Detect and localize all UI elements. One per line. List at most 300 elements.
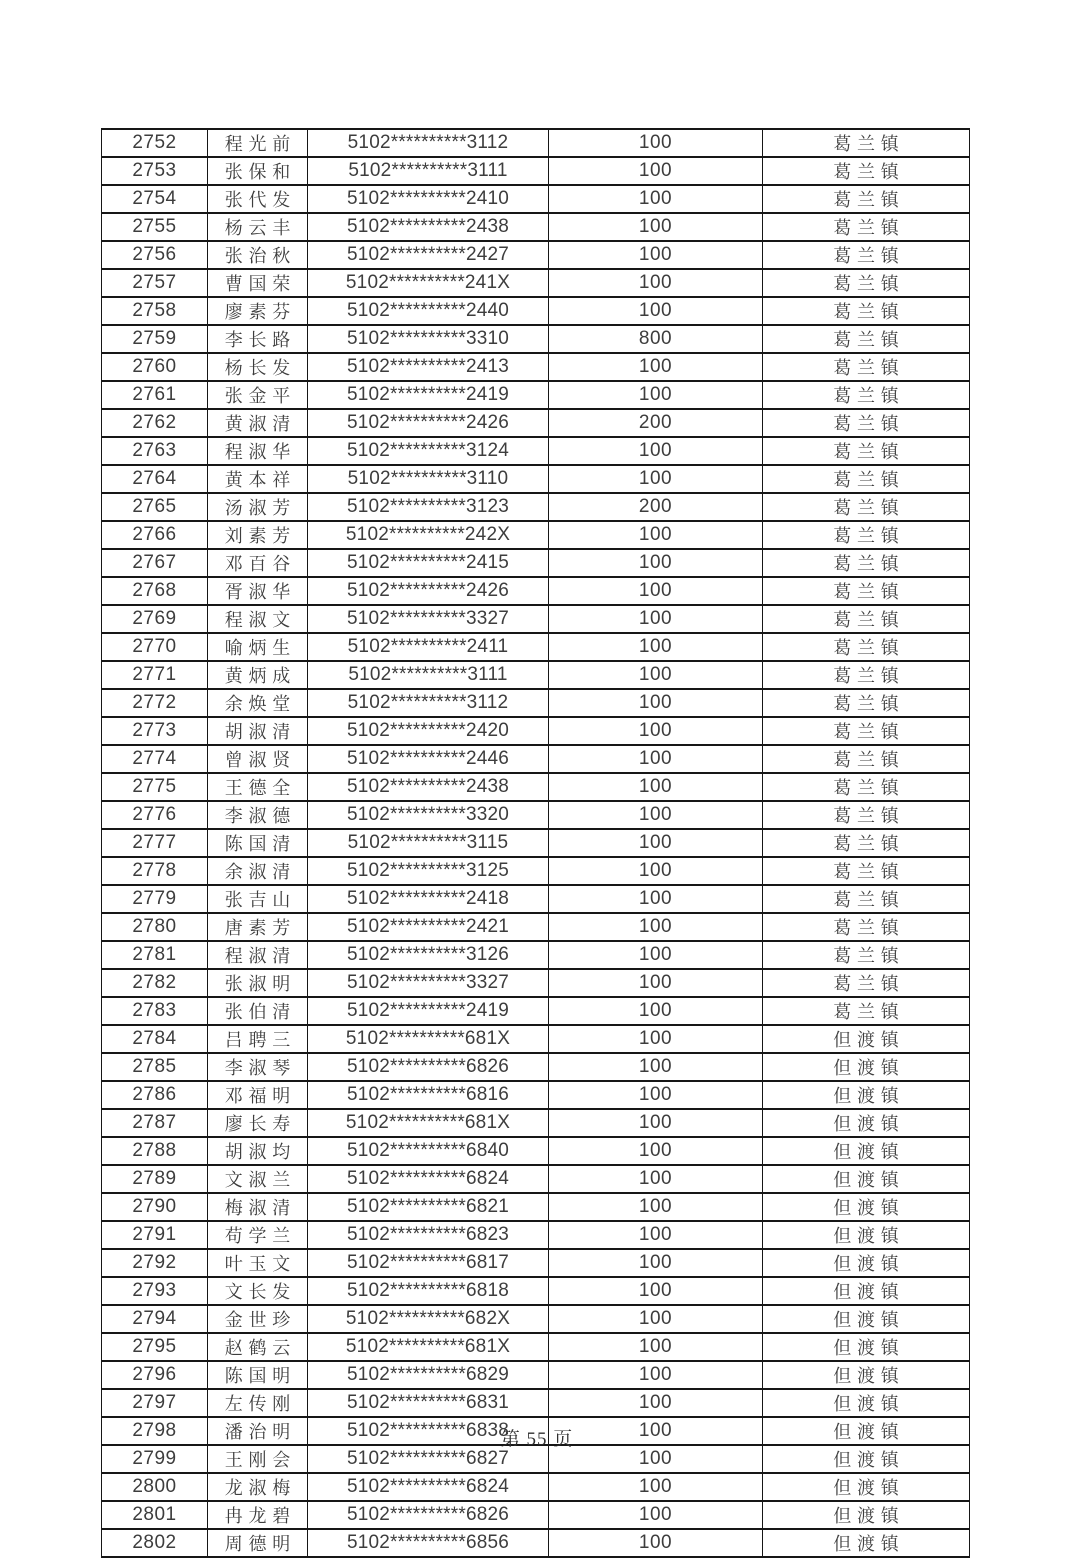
cell-name: 杨云丰 (208, 213, 308, 241)
table-row (102, 1473, 970, 1501)
cell-name: 梅淑清 (208, 1193, 308, 1221)
cell-town: 但渡镇 (763, 1025, 970, 1053)
cell-serial: 2761 (102, 381, 208, 409)
cell-serial: 2771 (102, 661, 208, 689)
cell-id_masked: 5102**********2438 (308, 773, 549, 801)
table-row (102, 661, 970, 689)
cell-amount: 100 (549, 969, 763, 997)
cell-serial: 2765 (102, 493, 208, 521)
cell-amount: 100 (549, 1081, 763, 1109)
cell-id_masked: 5102**********3112 (308, 129, 549, 157)
cell-town: 葛兰镇 (763, 969, 970, 997)
cell-town: 但渡镇 (763, 1417, 970, 1445)
cell-serial: 2787 (102, 1109, 208, 1137)
cell-name: 王德全 (208, 773, 308, 801)
cell-amount: 100 (549, 1417, 763, 1445)
cell-amount: 100 (549, 661, 763, 689)
cell-town: 葛兰镇 (763, 437, 970, 465)
cell-amount: 100 (549, 941, 763, 969)
cell-town: 但渡镇 (763, 1333, 970, 1361)
cell-amount: 100 (549, 1193, 763, 1221)
cell-amount: 100 (549, 1221, 763, 1249)
cell-town: 葛兰镇 (763, 325, 970, 353)
cell-id_masked: 5102**********242X (308, 521, 549, 549)
cell-town: 葛兰镇 (763, 549, 970, 577)
cell-id_masked: 5102**********3310 (308, 325, 549, 353)
cell-town: 葛兰镇 (763, 185, 970, 213)
cell-id_masked: 5102**********6840 (308, 1137, 549, 1165)
cell-amount: 100 (549, 633, 763, 661)
cell-name: 杨长发 (208, 353, 308, 381)
cell-serial: 2790 (102, 1193, 208, 1221)
cell-name: 曹国荣 (208, 269, 308, 297)
table-row (102, 1109, 970, 1137)
table-row (102, 1361, 970, 1389)
cell-id_masked: 5102**********682X (308, 1305, 549, 1333)
cell-name: 张伯清 (208, 997, 308, 1025)
cell-serial: 2778 (102, 857, 208, 885)
cell-town: 但渡镇 (763, 1221, 970, 1249)
cell-town: 葛兰镇 (763, 997, 970, 1025)
cell-id_masked: 5102**********3111 (308, 157, 549, 185)
cell-town: 葛兰镇 (763, 129, 970, 157)
cell-serial: 2763 (102, 437, 208, 465)
cell-amount: 100 (549, 1473, 763, 1501)
table-row (102, 129, 970, 157)
cell-serial: 2775 (102, 773, 208, 801)
cell-town: 但渡镇 (763, 1277, 970, 1305)
cell-town: 葛兰镇 (763, 829, 970, 857)
cell-amount: 100 (549, 437, 763, 465)
cell-serial: 2792 (102, 1249, 208, 1277)
table-row (102, 353, 970, 381)
cell-serial: 2773 (102, 717, 208, 745)
cell-id_masked: 5102**********681X (308, 1109, 549, 1137)
table-row (102, 1277, 970, 1305)
cell-serial: 2756 (102, 241, 208, 269)
cell-id_masked: 5102**********2427 (308, 241, 549, 269)
cell-id_masked: 5102**********3111 (308, 661, 549, 689)
cell-name: 程光前 (208, 129, 308, 157)
cell-amount: 100 (549, 465, 763, 493)
cell-id_masked: 5102**********3112 (308, 689, 549, 717)
cell-serial: 2753 (102, 157, 208, 185)
cell-serial: 2796 (102, 1361, 208, 1389)
cell-id_masked: 5102**********3110 (308, 465, 549, 493)
table-row (102, 1305, 970, 1333)
cell-name: 唐素芳 (208, 913, 308, 941)
cell-id_masked: 5102**********2418 (308, 885, 549, 913)
cell-serial: 2793 (102, 1277, 208, 1305)
cell-serial: 2762 (102, 409, 208, 437)
table-row (102, 745, 970, 773)
cell-serial: 2767 (102, 549, 208, 577)
cell-amount: 100 (549, 269, 763, 297)
cell-town: 葛兰镇 (763, 465, 970, 493)
cell-town: 葛兰镇 (763, 773, 970, 801)
cell-name: 张保和 (208, 157, 308, 185)
cell-id_masked: 5102**********6829 (308, 1361, 549, 1389)
cell-id_masked: 5102**********2411 (308, 633, 549, 661)
cell-serial: 2766 (102, 521, 208, 549)
cell-town: 葛兰镇 (763, 297, 970, 325)
cell-town: 但渡镇 (763, 1473, 970, 1501)
cell-amount: 100 (549, 801, 763, 829)
cell-id_masked: 5102**********3327 (308, 969, 549, 997)
cell-name: 陈国清 (208, 829, 308, 857)
cell-town: 但渡镇 (763, 1137, 970, 1165)
table-row (102, 241, 970, 269)
cell-name: 潘治明 (208, 1417, 308, 1445)
cell-name: 余淑清 (208, 857, 308, 885)
cell-amount: 100 (549, 857, 763, 885)
cell-id_masked: 5102**********6838 (308, 1417, 549, 1445)
table-row (102, 157, 970, 185)
cell-name: 喻炳生 (208, 633, 308, 661)
cell-serial: 2791 (102, 1221, 208, 1249)
table-row (102, 633, 970, 661)
cell-name: 黄淑清 (208, 409, 308, 437)
cell-name: 叶玉文 (208, 1249, 308, 1277)
table-row (102, 1529, 970, 1557)
cell-amount: 100 (549, 745, 763, 773)
cell-id_masked: 5102**********3320 (308, 801, 549, 829)
cell-id_masked: 5102**********3327 (308, 605, 549, 633)
cell-serial: 2799 (102, 1445, 208, 1473)
table-row (102, 829, 970, 857)
cell-town: 葛兰镇 (763, 577, 970, 605)
cell-amount: 100 (549, 157, 763, 185)
cell-id_masked: 5102**********6823 (308, 1221, 549, 1249)
cell-id_masked: 5102**********681X (308, 1025, 549, 1053)
cell-serial: 2786 (102, 1081, 208, 1109)
cell-town: 葛兰镇 (763, 745, 970, 773)
cell-amount: 100 (549, 353, 763, 381)
cell-id_masked: 5102**********6827 (308, 1445, 549, 1473)
cell-serial: 2772 (102, 689, 208, 717)
table-row (102, 773, 970, 801)
page-number-footer: 第 55 页 (500, 1429, 574, 1450)
cell-serial: 2776 (102, 801, 208, 829)
cell-name: 程淑清 (208, 941, 308, 969)
cell-name: 苟学兰 (208, 1221, 308, 1249)
cell-name: 李长路 (208, 325, 308, 353)
table-row (102, 1221, 970, 1249)
cell-amount: 100 (549, 1277, 763, 1305)
cell-town: 但渡镇 (763, 1529, 970, 1557)
table-row (102, 185, 970, 213)
table-row (102, 689, 970, 717)
cell-town: 葛兰镇 (763, 269, 970, 297)
cell-town: 葛兰镇 (763, 381, 970, 409)
cell-name: 刘素芳 (208, 521, 308, 549)
cell-serial: 2781 (102, 941, 208, 969)
cell-serial: 2802 (102, 1529, 208, 1557)
cell-amount: 100 (549, 913, 763, 941)
cell-town: 但渡镇 (763, 1053, 970, 1081)
table-row (102, 1137, 970, 1165)
cell-town: 但渡镇 (763, 1165, 970, 1193)
cell-id_masked: 5102**********6818 (308, 1277, 549, 1305)
table-row (102, 521, 970, 549)
cell-name: 文淑兰 (208, 1165, 308, 1193)
cell-name: 赵鹤云 (208, 1333, 308, 1361)
table-row (102, 493, 970, 521)
cell-id_masked: 5102**********6821 (308, 1193, 549, 1221)
cell-serial: 2800 (102, 1473, 208, 1501)
cell-id_masked: 5102**********6826 (308, 1053, 549, 1081)
cell-amount: 800 (549, 325, 763, 353)
cell-amount: 100 (549, 297, 763, 325)
cell-town: 葛兰镇 (763, 353, 970, 381)
cell-amount: 100 (549, 829, 763, 857)
table-row (102, 1389, 970, 1417)
cell-serial: 2788 (102, 1137, 208, 1165)
cell-id_masked: 5102**********3124 (308, 437, 549, 465)
cell-serial: 2755 (102, 213, 208, 241)
table-row (102, 409, 970, 437)
cell-town: 葛兰镇 (763, 241, 970, 269)
table-row (102, 1501, 970, 1529)
cell-name: 左传刚 (208, 1389, 308, 1417)
cell-town: 葛兰镇 (763, 213, 970, 241)
table-row (102, 605, 970, 633)
cell-amount: 100 (549, 1109, 763, 1137)
table-row (102, 325, 970, 353)
cell-serial: 2789 (102, 1165, 208, 1193)
table-row (102, 549, 970, 577)
cell-name: 张淑明 (208, 969, 308, 997)
cell-amount: 100 (549, 521, 763, 549)
cell-name: 李淑德 (208, 801, 308, 829)
cell-serial: 2758 (102, 297, 208, 325)
cell-serial: 2757 (102, 269, 208, 297)
cell-id_masked: 5102**********3125 (308, 857, 549, 885)
table-row (102, 297, 970, 325)
cell-name: 胡淑清 (208, 717, 308, 745)
cell-id_masked: 5102**********6816 (308, 1081, 549, 1109)
cell-name: 曾淑贤 (208, 745, 308, 773)
cell-serial: 2779 (102, 885, 208, 913)
cell-amount: 100 (549, 1053, 763, 1081)
cell-amount: 100 (549, 1361, 763, 1389)
cell-amount: 100 (549, 1137, 763, 1165)
cell-id_masked: 5102**********2413 (308, 353, 549, 381)
cell-amount: 100 (549, 689, 763, 717)
cell-id_masked: 5102**********6856 (308, 1529, 549, 1557)
cell-serial: 2780 (102, 913, 208, 941)
cell-amount: 100 (549, 241, 763, 269)
cell-id_masked: 5102**********6824 (308, 1473, 549, 1501)
cell-town: 葛兰镇 (763, 633, 970, 661)
table-row (102, 1193, 970, 1221)
cell-name: 胡淑均 (208, 1137, 308, 1165)
table-row (102, 465, 970, 493)
cell-name: 周德明 (208, 1529, 308, 1557)
cell-name: 邓百谷 (208, 549, 308, 577)
cell-serial: 2770 (102, 633, 208, 661)
table-row (102, 437, 970, 465)
cell-serial: 2760 (102, 353, 208, 381)
cell-serial: 2797 (102, 1389, 208, 1417)
cell-id_masked: 5102**********6817 (308, 1249, 549, 1277)
cell-amount: 100 (549, 997, 763, 1025)
cell-amount: 100 (549, 381, 763, 409)
table-row (102, 1053, 970, 1081)
cell-amount: 100 (549, 1529, 763, 1557)
cell-name: 程淑华 (208, 437, 308, 465)
cell-town: 但渡镇 (763, 1193, 970, 1221)
cell-amount: 100 (549, 1165, 763, 1193)
cell-town: 但渡镇 (763, 1305, 970, 1333)
cell-town: 葛兰镇 (763, 157, 970, 185)
cell-town: 但渡镇 (763, 1081, 970, 1109)
table-row (102, 885, 970, 913)
cell-town: 葛兰镇 (763, 689, 970, 717)
cell-amount: 200 (549, 409, 763, 437)
cell-amount: 100 (549, 1333, 763, 1361)
table-row (102, 1081, 970, 1109)
cell-name: 李淑琴 (208, 1053, 308, 1081)
table-row (102, 969, 970, 997)
cell-id_masked: 5102**********6826 (308, 1501, 549, 1529)
cell-name: 张金平 (208, 381, 308, 409)
cell-town: 但渡镇 (763, 1501, 970, 1529)
cell-serial: 2768 (102, 577, 208, 605)
cell-town: 但渡镇 (763, 1445, 970, 1473)
cell-amount: 100 (549, 577, 763, 605)
cell-serial: 2784 (102, 1025, 208, 1053)
cell-id_masked: 5102**********2446 (308, 745, 549, 773)
cell-town: 但渡镇 (763, 1389, 970, 1417)
cell-amount: 100 (549, 185, 763, 213)
cell-town: 葛兰镇 (763, 857, 970, 885)
cell-amount: 100 (549, 213, 763, 241)
cell-town: 葛兰镇 (763, 885, 970, 913)
cell-amount: 100 (549, 1501, 763, 1529)
cell-name: 龙淑梅 (208, 1473, 308, 1501)
cell-name: 邓福明 (208, 1081, 308, 1109)
cell-id_masked: 5102**********2440 (308, 297, 549, 325)
cell-serial: 2769 (102, 605, 208, 633)
cell-name: 金世珍 (208, 1305, 308, 1333)
cell-amount: 100 (549, 1249, 763, 1277)
cell-serial: 2801 (102, 1501, 208, 1529)
cell-name: 冉龙碧 (208, 1501, 308, 1529)
cell-name: 陈国明 (208, 1361, 308, 1389)
cell-town: 但渡镇 (763, 1249, 970, 1277)
table-row (102, 381, 970, 409)
cell-name: 廖长寿 (208, 1109, 308, 1137)
table-row (102, 1025, 970, 1053)
table-row (102, 213, 970, 241)
table-row (102, 1333, 970, 1361)
cell-town: 葛兰镇 (763, 605, 970, 633)
cell-name: 文长发 (208, 1277, 308, 1305)
cell-amount: 100 (549, 605, 763, 633)
cell-name: 王刚会 (208, 1445, 308, 1473)
cell-id_masked: 5102**********2419 (308, 997, 549, 1025)
cell-amount: 100 (549, 1389, 763, 1417)
cell-amount: 100 (549, 129, 763, 157)
table-row (102, 1249, 970, 1277)
table-row (102, 577, 970, 605)
subsidy-table (101, 128, 970, 1558)
cell-amount: 100 (549, 549, 763, 577)
cell-amount: 100 (549, 885, 763, 913)
cell-serial: 2795 (102, 1333, 208, 1361)
cell-serial: 2754 (102, 185, 208, 213)
cell-name: 张代发 (208, 185, 308, 213)
cell-town: 但渡镇 (763, 1109, 970, 1137)
cell-serial: 2785 (102, 1053, 208, 1081)
cell-serial: 2798 (102, 1417, 208, 1445)
cell-serial: 2764 (102, 465, 208, 493)
cell-amount: 100 (549, 773, 763, 801)
table-row (102, 997, 970, 1025)
cell-town: 但渡镇 (763, 1361, 970, 1389)
cell-town: 葛兰镇 (763, 717, 970, 745)
cell-name: 黄炳成 (208, 661, 308, 689)
cell-id_masked: 5102**********2420 (308, 717, 549, 745)
cell-town: 葛兰镇 (763, 493, 970, 521)
cell-id_masked: 5102**********2426 (308, 409, 549, 437)
cell-serial: 2774 (102, 745, 208, 773)
cell-id_masked: 5102**********2426 (308, 577, 549, 605)
cell-id_masked: 5102**********681X (308, 1333, 549, 1361)
table-row (102, 913, 970, 941)
cell-name: 廖素芬 (208, 297, 308, 325)
table-row (102, 1165, 970, 1193)
cell-amount: 100 (549, 1445, 763, 1473)
cell-serial: 2782 (102, 969, 208, 997)
table-row (102, 269, 970, 297)
cell-serial: 2783 (102, 997, 208, 1025)
cell-amount: 100 (549, 717, 763, 745)
cell-id_masked: 5102**********2415 (308, 549, 549, 577)
cell-town: 葛兰镇 (763, 661, 970, 689)
cell-amount: 200 (549, 493, 763, 521)
cell-town: 葛兰镇 (763, 409, 970, 437)
table-row (102, 857, 970, 885)
cell-town: 葛兰镇 (763, 913, 970, 941)
cell-id_masked: 5102**********2410 (308, 185, 549, 213)
cell-id_masked: 5102**********6831 (308, 1389, 549, 1417)
table-row (102, 941, 970, 969)
cell-id_masked: 5102**********2421 (308, 913, 549, 941)
table-body (102, 129, 970, 1557)
cell-serial: 2777 (102, 829, 208, 857)
cell-name: 吕聘三 (208, 1025, 308, 1053)
cell-serial: 2752 (102, 129, 208, 157)
cell-serial: 2794 (102, 1305, 208, 1333)
cell-id_masked: 5102**********241X (308, 269, 549, 297)
cell-name: 胥淑华 (208, 577, 308, 605)
cell-town: 葛兰镇 (763, 521, 970, 549)
table-row (102, 717, 970, 745)
cell-id_masked: 5102**********6824 (308, 1165, 549, 1193)
cell-town: 葛兰镇 (763, 801, 970, 829)
cell-name: 程淑文 (208, 605, 308, 633)
cell-amount: 100 (549, 1305, 763, 1333)
table-row (102, 801, 970, 829)
cell-name: 黄本祥 (208, 465, 308, 493)
cell-id_masked: 5102**********3123 (308, 493, 549, 521)
cell-id_masked: 5102**********2438 (308, 213, 549, 241)
cell-amount: 100 (549, 1025, 763, 1053)
cell-name: 张吉山 (208, 885, 308, 913)
cell-name: 余焕堂 (208, 689, 308, 717)
